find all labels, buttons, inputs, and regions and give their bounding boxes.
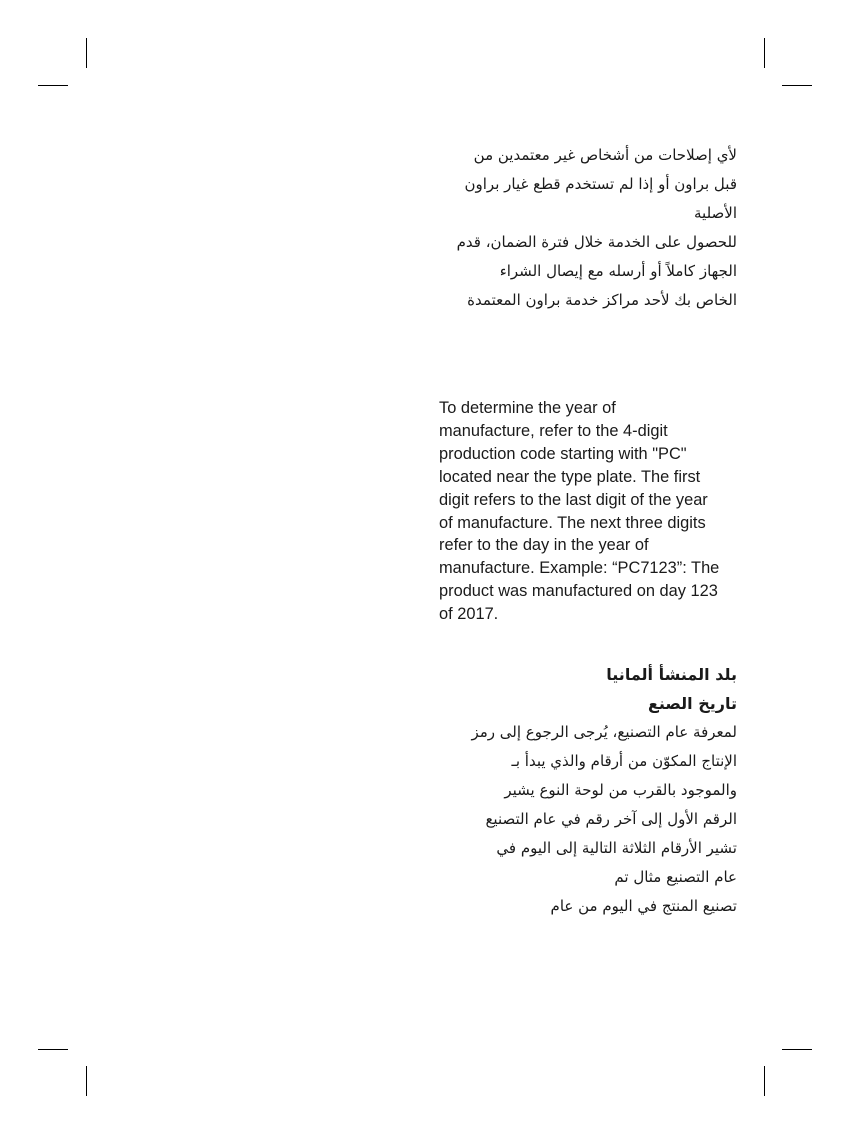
- crop-mark-top-left-horizontal: [38, 85, 68, 86]
- crop-mark-top-right-vertical: [764, 38, 765, 68]
- warranty-ar-line: للحصول على الخدمة خلال فترة الضمان، قدم: [456, 233, 737, 251]
- warranty-ar-line: لأي إصلاحات من أشخاص غير معتمدين من: [473, 146, 737, 164]
- manufacture-ar-line: والموجود بالقرب من لوحة النوع يشير: [504, 781, 737, 799]
- manufacture-ar-line: تصنيع المنتج في اليوم من عام: [550, 897, 737, 915]
- manufacture-ar-line: لمعرفة عام التصنيع، يُرجى الرجوع إلى رمز: [471, 723, 737, 741]
- manufacture-en-line: production code starting with "PC": [439, 444, 687, 463]
- manufacture-ar-line: تشير الأرقام الثلاثة التالية إلى اليوم في: [496, 839, 737, 857]
- crop-mark-top-left-vertical: [86, 38, 87, 68]
- crop-mark-bottom-right-vertical: [764, 1066, 765, 1096]
- manufacture-en-line: of 2017.: [439, 605, 499, 624]
- manufacture-en-line: located near the type plate. The first: [439, 467, 701, 486]
- warranty-ar-line: الخاص بك لأحد مراكز خدمة براون المعتمدة: [467, 291, 737, 309]
- crop-mark-bottom-left-horizontal: [38, 1049, 68, 1050]
- warranty-ar-line: قبل براون أو إذا لم تستخدم قطع غيار براون: [464, 175, 737, 193]
- crop-mark-top-right-horizontal: [782, 85, 812, 86]
- manufacture-ar-line: عام التصنيع مثال تم: [614, 868, 737, 886]
- manufacture-ar-line: الرقم الأول إلى آخر رقم في عام التصنيع: [485, 810, 737, 828]
- manufacture-ar-line: الإنتاج المكوّن من أرقام والذي يبدأ بـ: [511, 752, 737, 770]
- manufacture-en-line: To determine the year of: [439, 399, 616, 417]
- manufacture-date-heading: تاريخ الصنع: [647, 694, 737, 713]
- country-of-origin-heading: بلد المنشأ ألمانيا: [606, 665, 737, 684]
- warranty-ar-line: الأصلية: [694, 204, 737, 222]
- manufacture-en-line: of manufacture. The next three digits: [439, 513, 706, 532]
- manufacture-date-arabic-section: [407, 660, 737, 921]
- manufacture-en-line: refer to the day in the year of: [439, 536, 649, 555]
- manufacture-date-english-paragraph: [439, 397, 749, 626]
- manufacture-en-line: digit refers to the last digit of the year: [439, 490, 708, 509]
- manufacture-en-line: product was manufactured on day 123: [439, 582, 718, 601]
- manufacture-en-line: manufacture. Example: “PC7123”: The: [439, 559, 720, 578]
- warranty-arabic-paragraph: [417, 141, 737, 315]
- crop-mark-bottom-left-vertical: [86, 1066, 87, 1096]
- crop-mark-bottom-right-horizontal: [782, 1049, 812, 1050]
- warranty-ar-line: الجهاز كاملاً أو أرسله مع إيصال الشراء: [499, 262, 737, 280]
- manufacture-en-line: manufacture, refer to the 4-digit: [439, 421, 668, 440]
